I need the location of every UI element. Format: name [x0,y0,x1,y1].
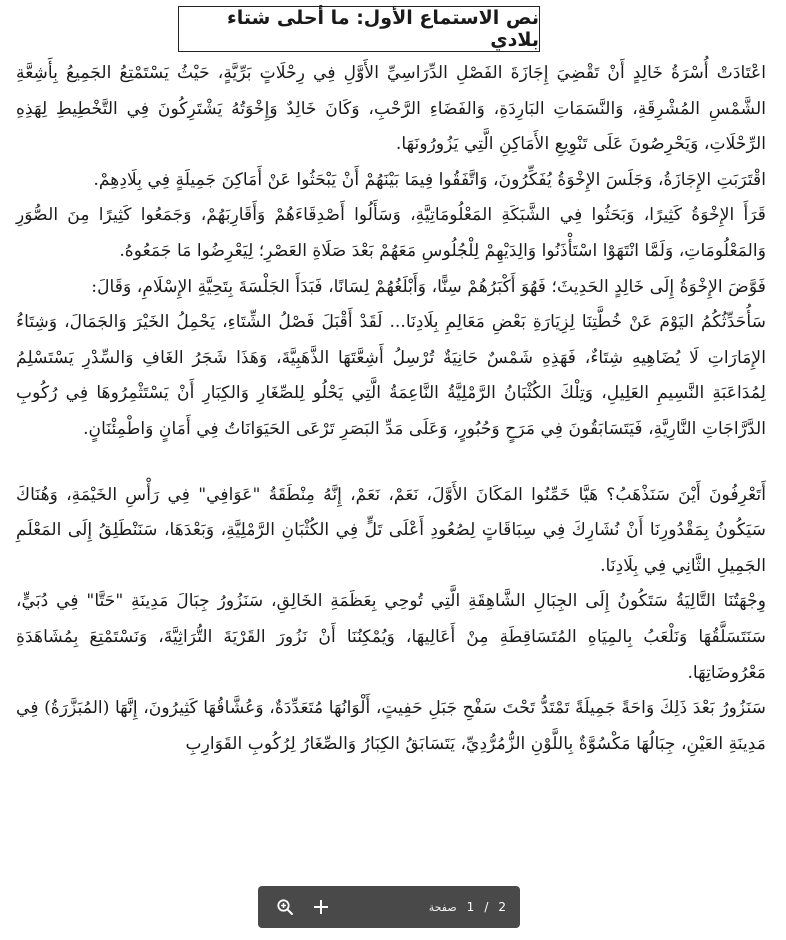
paragraph: سَأُحَدِّثُكُمُ اليَوْمَ عَنْ خُطَّتِنَا لِزِيَارَةِ بَعْضِ مَعَالِمِ بِلَادِنَا... لَقَدْ أَقْبَلَ فَصْلُ الشِّتَاءِ، يَحْمِلُ الخَيْرَ وَالجَمَالَ، وَشِتَاءُ الإِمَارَاتِ لَا يُضَاهِيهِ شِتَاءٌ، فَهَذِهِ شَمْسٌ حَانِيَةٌ تُرْسِلُ أَشِعَّتَهَا الذَّهَبِيَّةَ، وَهَذَا شَجَرُ الغَافِ وَالسِّدْرِ يَسْتَسْلِمُ لِمُدَاعَبَةِ النَّسِيمِ العَلِيلِ، وَتِلْكَ الكُثْبَانُ الرَّمْلِيَّةُ النَّاعِمَةُ الَّتِي يَحْلُو لِلصِّغَارِ وَالكِبَارِ أَنْ يَسْتَثْمِرُوهَا فِي رُكُوبِ الدَّرَّاجَاتِ النَّارِيَّةِ، فَيَتَسَابَقُونَ فِي مَرَحٍ وَحُبُورٍ، وَعَلَى مَدِّ البَصَرِ تَرْعَى الحَيَوَانَاتُ فِي أَمَانٍ وَاطْمِئْنَانٍ. [16,312,766,439]
viewer-toolbar [258,886,520,928]
current-page-number[interactable]: 1 [466,900,475,914]
page-label: صفحة [428,900,457,914]
paragraph: قَرَأَ الإِخْوَةُ كَثِيرًا، وَبَحَثُوا فِي الشَّبَكَةِ المَعْلُومَاتِيَّةِ، وَسَأَلُوا أَصْدِقَاءَهُمْ وَأَقَارِبَهُمْ، وَجَمَعُوا كَثِيرًا مِنَ الصُّوَرِ وَالمَعْلُومَاتِ، وَلَمَّا انْتَهَوْا اسْتَأْذَنُوا وَالِدَيْهِمْ لِلْجُلُوسِ مَعَهُمْ بَعْدَ صَلَاةِ العَصْرِ؛ لِيَعْرِضُوا مَا جَمَعُوهُ. [16,205,766,261]
paragraph: اقْتَرَبَتِ الإِجَازَةُ، وَجَلَسَ الإِخْوَةُ يُفَكِّرُونَ، وَاتَّفَقُوا فِيمَا بَيْنَهُمْ أَنْ يَبْحَثُوا عَنْ أَمَاكِنَ جَمِيلَةٍ فِي بِلَادِهِمْ. [93,169,766,190]
paragraph-spacer [16,448,766,478]
zoom-controls [272,894,334,920]
page-indicator [429,900,506,914]
paragraph: اعْتَادَتْ أُسْرَةُ خَالِدٍ أَنْ تَقْضِيَ إِجَازَةَ الفَصْلِ الدِّرَاسِيِّ الأَوَّلِ فِي رِحْلَاتٍ بَرِّيَّةٍ، حَيْثُ يَسْتَمْتِعُ الجَمِيعُ بِأَشِعَّةِ الشَّمْسِ المُشْرِقَةِ، وَالنَّسَمَاتِ البَارِدَةِ، وَالفَضَاءِ الرَّحْبِ، وَكَانَ خَالِدٌ وَإِخْوَتُهُ يَشْتَرِكُونَ فِي التَّخْطِيطِ لِهَذِهِ الرِّحْلَاتِ، وَيَحْرِصُونَ عَلَى تَنْوِيعِ الأَمَاكِنِ الَّتِي يَزُورُونَهَا. [16,63,766,155]
document-body [16,56,766,762]
paragraph: فَوَّضَ الإِخْوَةُ إِلَى خَالِدٍ الحَدِيثَ؛ فَهُوَ أَكْبَرُهُمْ سِنًّا، وَأَبْلَغُهُمْ لِسَانًا، فَبَدَأَ الجَلْسَةَ بِتَحِيَّةِ الإِسْلَامِ، وَقَالَ: [91,276,766,297]
add-button[interactable] [308,894,334,920]
paragraph: أَتَعْرِفُونَ أَيْنَ سَنَذْهَبُ؟ هَيَّا خَمِّنُوا المَكَانَ الأَوَّلَ، نَعَمْ، نَعَمْ، إِنَّهُ مِنْطَقَةُ "عَوَافِي" فِي رَأْسِ الخَيْمَةِ، وَهُنَاكَ سَيَكُونُ بِمَقْدُورِنَا أَنْ نُشَارِكَ فِي سِبَاقَاتٍ لِصُعُودِ أَعْلَى تَلٍّ فِي الكُثْبَانِ الرَّمْلِيَّةِ، وَبَعْدَهَا، سَنَنْطَلِقُ إِلَى المَعْلَمِ الجَمِيلِ الثَّانِي فِي بِلَادِنَا. [16,484,766,576]
page-title: نص الاستماع الأول: ما أحلى شتاء بلادي [178,6,540,52]
paragraph: وِجْهَتُنَا التَّالِيَةُ سَتَكُونُ إِلَى الجِبَالِ الشَّاهِقَةِ الَّتِي تُوحِي بِعَظَمَةِ الخَالِقِ، سَنَزُورُ جِبَالَ مَدِينَةِ "حَتَّا" فِي دُبَيٍّ، سَنَتَسَلَّقُهَا وَنَلْعَبُ بِالمِيَاهِ المُتَسَاقِطَةِ مِنْ أَعَالِيهَا، وَيُمْكِنُنَا أَنْ نَزُورَ القَرْيَةَ التُّرَاثِيَّةَ، وَنَسْتَمْتِعَ بِمُشَاهَدَةِ مَعْرُوضَاتِهَا. [16,591,766,683]
total-pages: 2 [498,900,506,914]
paragraph: سَنَزُورُ بَعْدَ ذَلِكَ وَاحَةً جَمِيلَةً تَمْتَدُّ تَحْتَ سَفْحِ جَبَلِ حَفِيتٍ، أَلْوَانُهَا مُتَعَدِّدَةٌ، وَعُشَّاقُهَا كَثِيرُونَ، إِنَّهَا (المُبَزَّرَةُ) فِي مَدِينَةِ العَيْنِ، جِبَالُهَا مَكْسُوَّةٌ بِاللَّوْنِ الزُّمُرُّدِيِّ، يَتَسَابَقُ الكِبَارُ وَالصِّغَارُ لِرُكُوبِ القَوَارِبِ [16,698,766,754]
page-separator: / [484,900,489,914]
zoom-in-button[interactable] [272,894,298,920]
plus-icon [313,899,329,915]
magnifier-icon [276,898,294,916]
